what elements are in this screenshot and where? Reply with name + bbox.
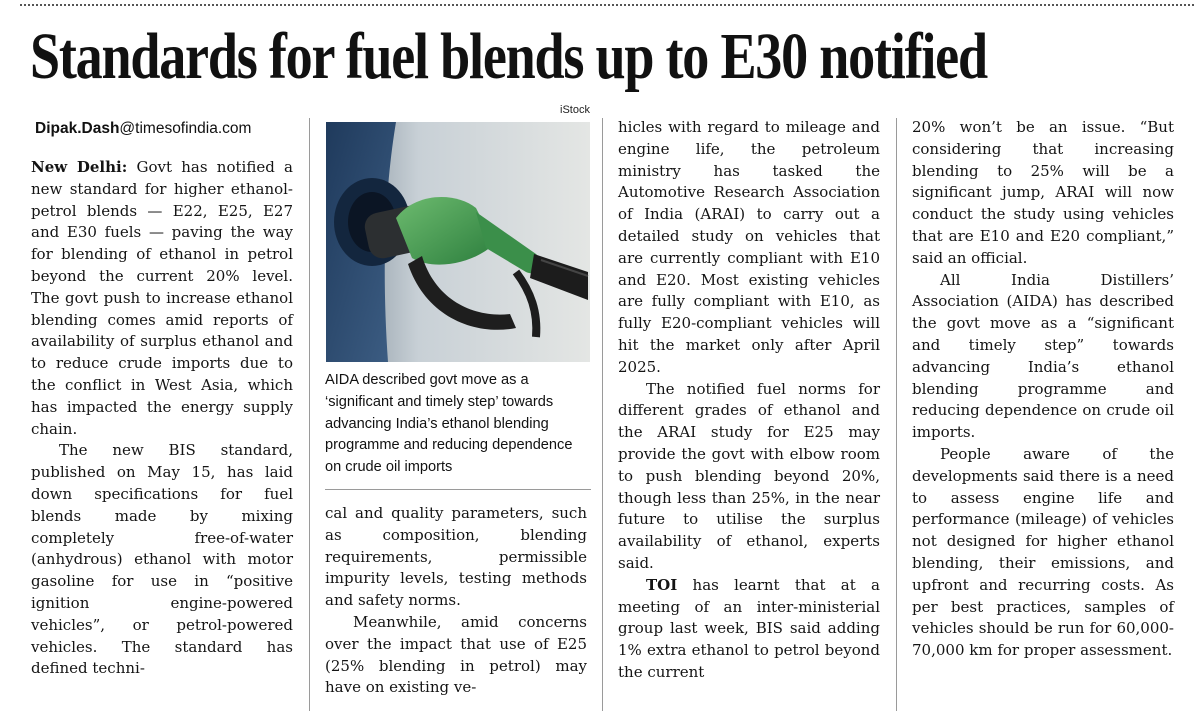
article-paragraph [618, 575, 880, 684]
article-column-1 [31, 157, 293, 717]
column-rule [602, 118, 603, 711]
article-column-4 [912, 117, 1174, 717]
fuel-nozzle-photo [326, 122, 590, 362]
paragraph-text: Govt has notified a new standard for higher ethanol-petrol blends — E22, E25, E27 and E30 fuels — paving the way for blending of ethanol in petrol beyond the current 20% level. The govt push to increase ethanol blending comes amid reports of availability of surplus ethanol and to reduce crude imports due to the conflict in West Asia, which has impacted the energy supply chain. [31, 158, 293, 438]
paragraph-text: has learnt that at a meeting of an inter-ministerial group last week, BIS said adding 1% extra ethanol to petrol beyond the current [618, 575, 880, 681]
photo-caption: AIDA described govt move as a ‘significant and timely step’ towards advancing India’s ethanol blending programme and reducing dependence on crude oil imports [325, 372, 573, 476]
article-paragraph: The notified fuel norms for different grades of ethanol and the ARAI study for E25 may provide the govt with elbow room to push blending beyond 20%, though less than 25%, in the near future to utilise the surplus availability of ethanol, experts said. [618, 379, 880, 572]
fuel-nozzle-icon [326, 122, 590, 362]
byline-name: Dipak.Dash [35, 120, 120, 137]
article-paragraph: People aware of the developments said there is a need to assess engine life and performance (mileage) of vehicles not designed for higher ethanol blending, their emissions, and upfront and recurring costs. As per best practices, samples of vehicles should be run for 60,000-70,000 km for proper assessment. [912, 444, 1174, 660]
article-paragraph: hicles with regard to mileage and engine life, the petroleum ministry has tasked the Automotive Research Association of India (ARAI) to carry out a detailed study on vehicles that are currently compliant with E10 and E20. Most existing vehicles are fully compliant with E10, as fully E20-compliant vehicles will hit the market only after April 2025. [618, 118, 880, 376]
headline: Standards for fuel blends up to E30 notified [30, 20, 987, 93]
article-paragraph: Meanwhile, amid concerns over the impact that use of E25 (25% blending in petrol) may have on existing ve- [325, 612, 587, 697]
article-paragraph: All India Distillers’ Association (AIDA) has described the govt move as a “significant and timely step” towards advancing India’s ethanol blending programme and reducing dependence on crude oil imports. [912, 270, 1174, 442]
byline-outlet: @timesofindia.com [119, 120, 252, 137]
top-dotted-rule [20, 4, 1194, 6]
article-paragraph [31, 157, 293, 440]
byline [35, 119, 251, 139]
dateline: New Delhi: [31, 158, 128, 176]
caption-divider [325, 489, 591, 490]
toi-lead: TOI [646, 575, 678, 594]
photo-credit: iStock [560, 104, 590, 116]
article-paragraph: The new BIS standard, published on May 15, has laid down specifications for fuel blends made by mixing completely free-of-water (anhydrous) ethanol with motor gasoline for use in “positive ignition engine-powered vehicles”, or petrol-powered vehicles. The standard has defined techni- [31, 441, 293, 678]
article-paragraph: cal and quality parameters, such as composition, blending requirements, permissible impurity levels, testing methods and safety norms. [325, 504, 587, 610]
column-rule [309, 118, 310, 711]
article-column-2 [325, 503, 587, 717]
article-paragraph: 20% won’t be an issue. “But considering that increasing blending to 25% will be a significant jump, ARAI will now conduct the study using vehicles that are E10 and E20 compliant,” said an official. [912, 118, 1174, 267]
article-column-3 [618, 117, 880, 717]
column-rule [896, 118, 897, 711]
